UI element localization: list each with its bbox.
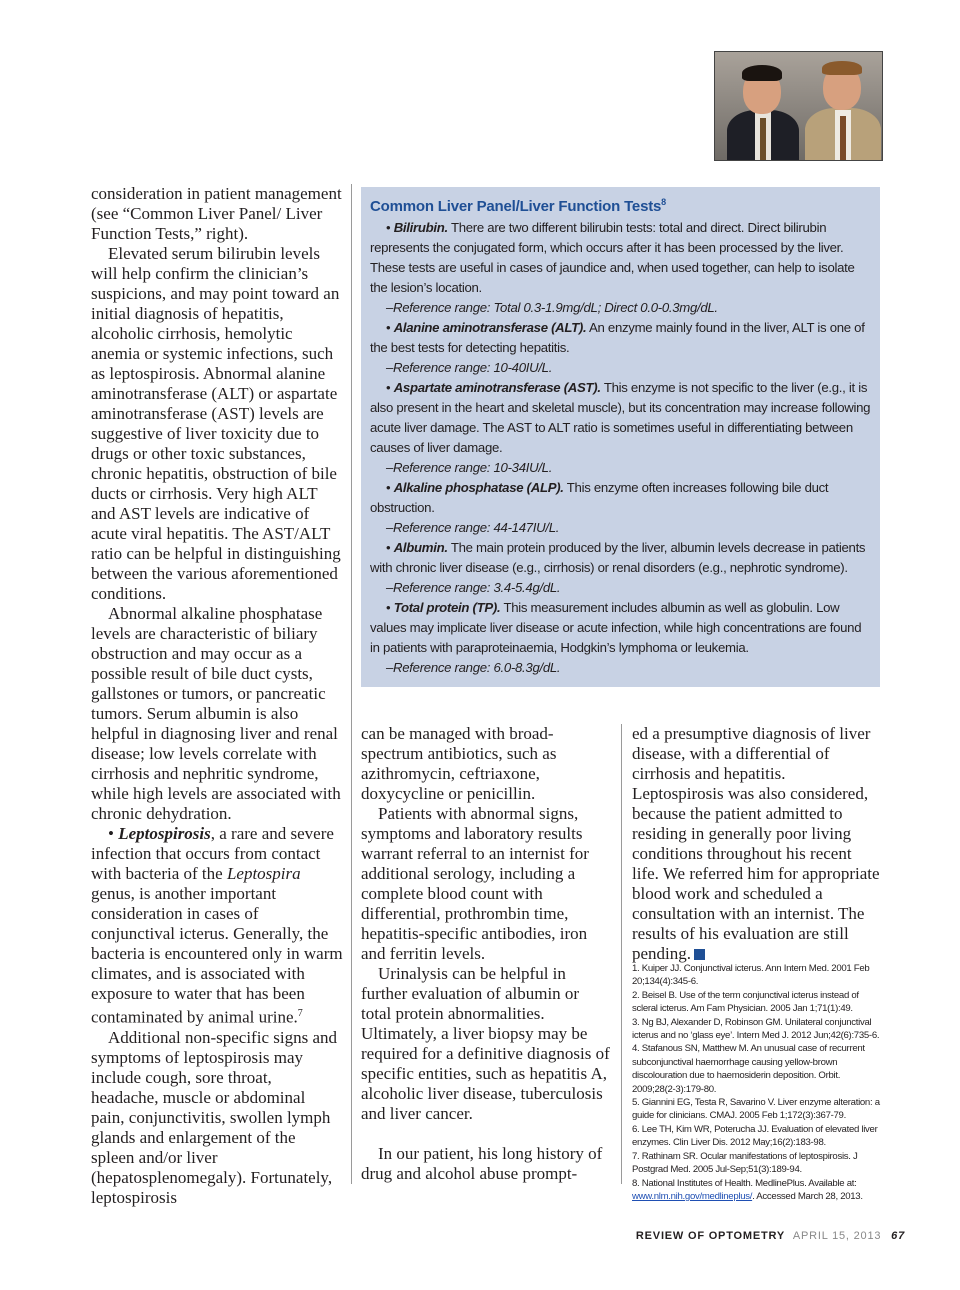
column-divider: [351, 184, 352, 1184]
reference-item: 8. National Institutes of Health. MedlinePlus. Available at: www.nlm.nih.gov/medlineplus/. Accessed March 28, 2013.: [632, 1177, 863, 1202]
reference-range: –Reference range: 3.4-5.4g/dL.: [386, 580, 561, 595]
paragraph: Abnormal alkaline phosphatase levels are characteristic of biliary obstruction and may occur as a possible result of bile duct cysts, gallstones or tumors, or pancreatic tumors. Serum albumin is also helpful in diagnosing liver and renal disease; low levels correlate with cirrhosis and nephritic syndrome, while high levels are associated with chronic dehydration.: [91, 604, 341, 823]
paragraph: Urinalysis can be helpful in further evaluation of albumin or total protein abnormalities. Ultimately, a liver biopsy may be required for a definitive diagnosis of specific entities, such as hepatitis A, alcoholic liver disease, tuberculosis and liver cancer.: [361, 964, 610, 1123]
paragraph: ed a presumptive diagnosis of liver disease, with a differential of cirrhosis and hepatitis. Leptospirosis was also considered, because the patient admitted to residing in generally poor living conditions throughout his recent life. We referred him for appropriate blood work and scheduled a consultation with an internist. The results of his evaluation are still pending.: [632, 724, 880, 963]
page-number: 67: [891, 1230, 905, 1242]
reference-item: 1. Kuiper JJ. Conjunctival icterus. Ann Intern Med. 2001 Feb 20;134(4):345-6.: [632, 963, 870, 988]
reference-range: –Reference range: 6.0-8.3g/dL.: [386, 660, 561, 675]
reference-item: 3. Ng BJ, Alexander D, Robinson GM. Unilateral conjunctival icterus and no ‘glass eye’. Intern Med J. 2012 Jun;42(6):735-6.: [632, 1016, 880, 1042]
reference-item: 7. Rathinam SR. Ocular manifestations of leptospirosis. J Postgrad Med. 2005 Jul-Sep;51(3):189-94.: [632, 1150, 858, 1176]
author-photo-right: [803, 56, 881, 160]
reference-range: –Reference range: 10-34IU/L.: [386, 460, 553, 475]
reference-range: –Reference range: 10-40IU/L.: [386, 360, 553, 375]
article-column-2: [361, 724, 613, 1184]
article-column-3: [632, 724, 880, 964]
reference-item: 2. Beisel B. Use of the term conjunctival icterus instead of scleral icterus. Am Fam Physician. 2005 Jan 1;71(1):49.: [632, 989, 859, 1015]
page-footer: [636, 1230, 905, 1242]
paragraph: can be managed with broad-spectrum antibiotics, such as azithromycin, ceftriaxone, doxycycline or penicillin.: [361, 724, 557, 803]
leptospirosis-paragraph: • Leptospirosis, a rare and severe infection that occurs from contact with bacteria of the Leptospira genus, is another important consideration in cases of conjunctival icterus. Generally, the bacteria is encountered only in warm climates, and is associated with exposure to water that has been contaminated by animal urine.$^7$: [91, 824, 343, 1027]
reference-item: 5. Giannini EG, Testa R, Savarino V. Liver enzyme alteration: a guide for clinicians. CMAJ. 2005 Feb 1;172(3):367-79.: [632, 1097, 880, 1122]
sidebar-item-alt: • Alanine aminotransferase (ALT). An enzyme mainly found in the liver, ALT is one of the best tests for detecting hepatitis. –Reference range: 10-40IU/L.: [370, 318, 872, 378]
paragraph: consideration in patient management (see “Common Liver Panel/ Liver Function Tests,” right).: [91, 184, 342, 243]
reference-range: –Reference range: Total 0.3-1.9mg/dL; Direct 0.0-0.3mg/dL.: [386, 300, 718, 315]
column-divider: [621, 724, 622, 1184]
article-column-1: [91, 184, 343, 1208]
paragraph: In our patient, his long history of drug and alcohol abuse prompt-: [361, 1144, 603, 1183]
author-photo-left: [725, 60, 800, 160]
reference-item: 4. Stafanous SN, Matthew M. An unusual case of recurrent subconjunctival haemorrhage causing yellow-brown discolouration due to haemosiderin deposition. Orbit. 2009;28(2-3):179-80.: [632, 1043, 865, 1095]
sidebar-title: Common Liver Panel/Liver Function Tests$^8$: [370, 197, 666, 215]
publication-name: REVIEW OF OPTOMETRY: [635, 1230, 785, 1242]
sidebar-item-alp: • Alkaline phosphatase (ALP). This enzyme often increases following bile duct obstruction. –Reference range: 44-147IU/L.: [370, 478, 872, 538]
paragraph: Additional non-specific signs and symptoms of leptospirosis may include cough, sore throat, headache, muscle or abdominal pain, conjunctivitis, swollen lymph glands and enlargement of the spleen and/or liver (hepatosplenomegaly). Fortunately, leptospirosis: [91, 1027, 337, 1207]
sidebar-item-albumin: • Albumin. The main protein produced by the liver, albumin levels decrease in patients with chronic liver disease (e.g., cirrhosis) or renal disorders (e.g., nephrotic syndrome). –Reference range: 3.4-5.4g/dL.: [370, 538, 872, 598]
paragraph: Elevated serum bilirubin levels will help confirm the clinician’s suspicions, and may point toward an initial diagnosis of hepatitis, alcoholic cirrhosis, hemolytic anemia or systemic infections, such as leptospirosis. Abnormal alanine aminotransferase (ALT) or aspartate aminotransferase (AST) levels are suggestive of liver toxicity due to drugs or other toxic substances, chronic hepatitis, obstruction of bile ducts or cirrhosis. Very high ALT and AST levels are indicative of acute viral hepatitis. The AST/ALT ratio can be helpful in distinguishing between the various aforementioned conditions.: [91, 244, 341, 603]
leptospirosis-term: Leptospirosis: [118, 824, 211, 843]
paragraph: Patients with abnormal signs, symptoms and laboratory results warrant referral to an internist for additional serology, including a complete blood count with differential, prothrombin time, hepatitis-specific antibodies, iron and ferritin levels.: [361, 804, 589, 963]
liver-panel-sidebar: [361, 187, 880, 687]
reference-range: –Reference range: 44-147IU/L.: [386, 520, 560, 535]
sidebar-item-total-protein: • Total protein (TP). This measurement includes albumin as well as globulin. Low values may implicate liver disease or acute infection, while high concentrations are found in patients with paraproteinaemia, Hodgkin’s lymphoma or leukemia. –Reference range: 6.0-8.3g/dL.: [370, 598, 872, 678]
references-list: [632, 962, 882, 1203]
sidebar-item-ast: • Aspartate aminotransferase (AST). This enzyme is not specific to the liver (e.g., it is also present in the heart and skeletal muscle), but its concentration may increase following acute liver damage. The AST to ALT ratio is sometimes useful in differentiating between causes of liver damage. –Reference range: 10-34IU/L.: [370, 378, 872, 478]
reference-item: 6. Lee TH, Kim WR, Poterucha JJ. Evaluation of elevated liver enzymes. Clin Liver Dis. 2012 May;16(2):183-98.: [632, 1123, 878, 1149]
medlineplus-link[interactable]: www.nlm.nih.gov/medlineplus/: [632, 1190, 753, 1202]
author-photo: [714, 51, 883, 161]
issue-date: APRIL 15, 2013: [792, 1230, 882, 1242]
end-of-article-mark: [694, 949, 705, 960]
sidebar-item-bilirubin: • Bilirubin. There are two different bilirubin tests: total and direct. Direct bilirubin represents the conjugated form, which occurs after it has been processed by the liver. These tests are useful in cases of jaundice and, when used together, can help to isolate the lesion’s location. –Reference range: Total 0.3-1.9mg/dL; Direct 0.0-0.3mg/dL.: [370, 218, 872, 318]
